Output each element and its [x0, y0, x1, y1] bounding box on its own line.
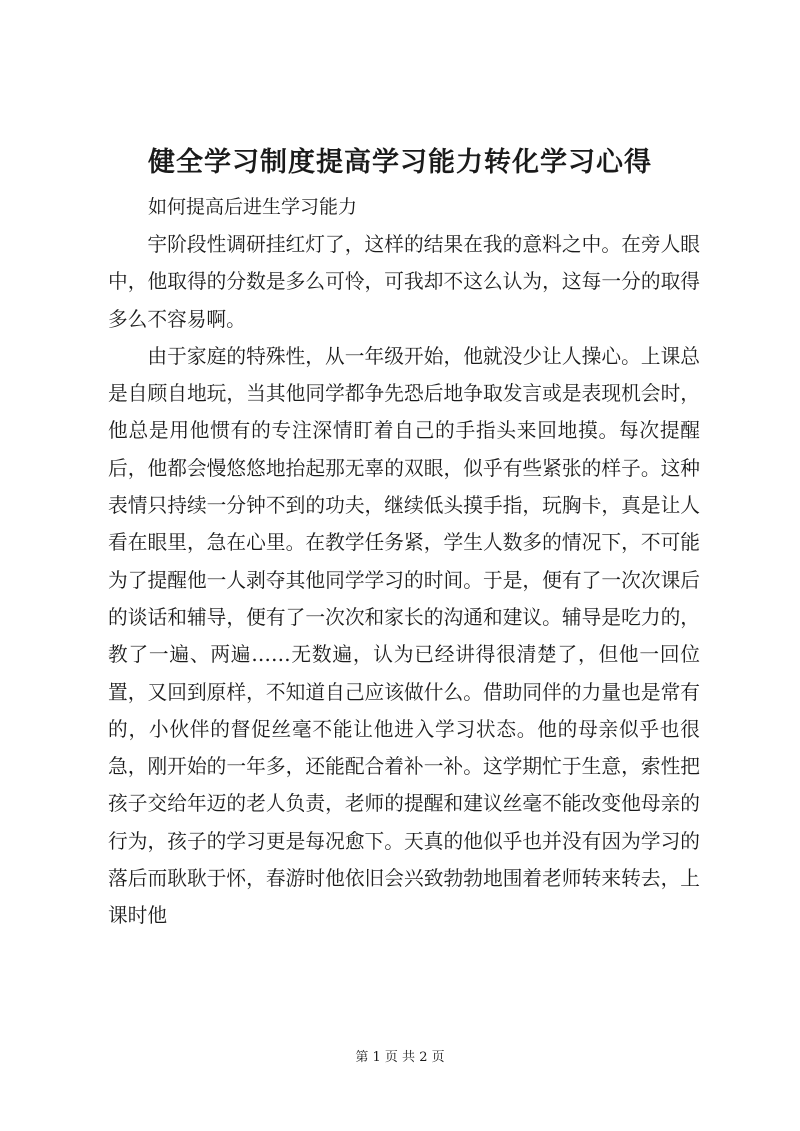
document-subtitle: 如何提高后进生学习能力 — [148, 196, 358, 218]
document-body — [108, 226, 700, 935]
document-title: 健全学习制度提高学习能力转化学习心得 — [148, 147, 652, 178]
page-footer: 第 1 页 共 2 页 — [355, 1050, 445, 1065]
paragraph: 由于家庭的特殊性，从一年级开始，他就没少让人操心。上课总是自顾自地玩，当其他同学都争先恐后地争取发言或是表现机会时，他总是用他惯有的专注深情盯着自己的手指头来回地摸。每次提醒后，他都会慢悠悠地抬起那无辜的双眼，似乎有些紧张的样子。这种表情只持续一分钟不到的功夫，继续低头摸手指，玩胸卡，真是让人看在眼里，急在心里。在教学任务紧，学生人数多的情况下，不可能为了提醒他一人剥夺其他同学学习的时间。于是，便有了一次次课后的谈话和辅导，便有了一次次和家长的沟通和建议。辅导是吃力的，教了一遍、两遍……无数遍，认为已经讲得很清楚了，但他一回位置，又回到原样，不知道自己应该做什么。借助同伴的力量也是常有的，小伙伴的督促丝毫不能让他进入学习状态。他的母亲似乎也很急，刚开始的一年多，还能配合着补一补。这学期忙于生意，索性把孩子交给年迈的老人负责，老师的提醒和建议丝毫不能改变他母亲的行为，孩子的学习更是每况愈下。天真的他似乎也并没有因为学习的落后而耿耿于怀，春游时他依旧会兴致勃勃地围着老师转来转去，上课时他 — [108, 344, 700, 928]
paragraph: 宇阶段性调研挂红灯了，这样的结果在我的意料之中。在旁人眼中，他取得的分数是多么可怜，可我却不这么认为，这每一分的取得多么不容易啊。 — [108, 233, 700, 331]
